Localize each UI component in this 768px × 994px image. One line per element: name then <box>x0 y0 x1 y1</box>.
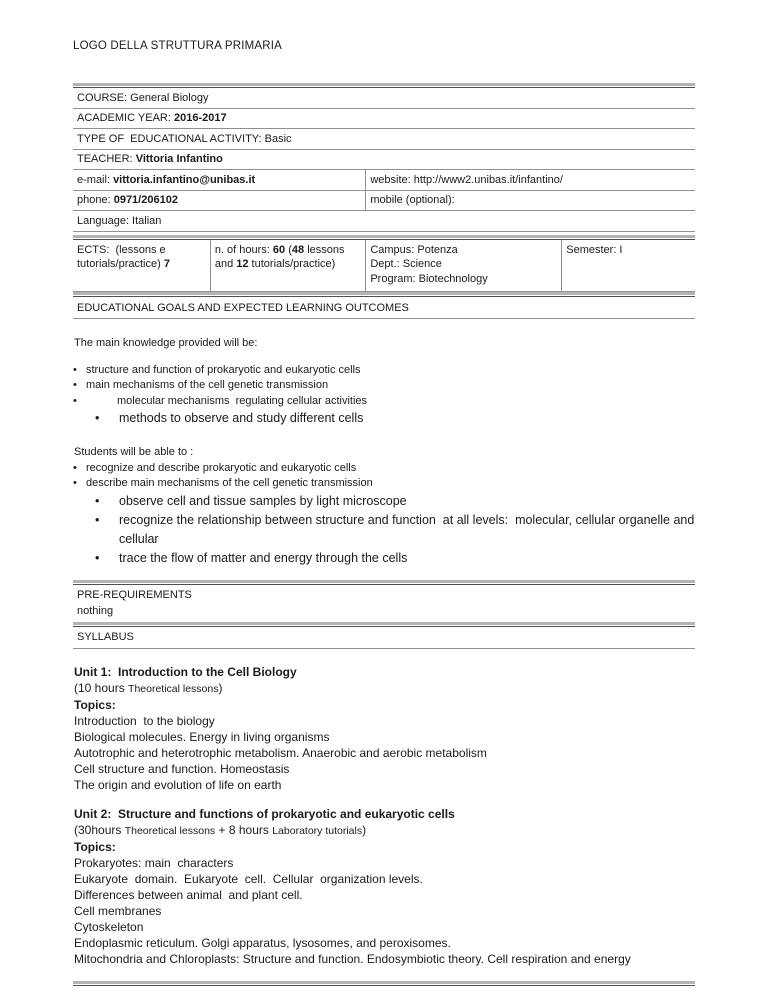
bullet-text <box>86 363 361 379</box>
text-run: ) <box>218 680 223 695</box>
bullet-item <box>73 363 695 379</box>
paragraph <box>73 839 695 855</box>
bullet-icon: • <box>73 363 77 376</box>
text-run: 2016-2017 <box>174 112 227 124</box>
bullet-item <box>73 461 695 477</box>
bullet-icon: • <box>73 394 77 407</box>
paragraph <box>73 713 695 729</box>
text-run: Cytoskeleton <box>74 919 144 934</box>
prereq-section-header: PRE-REQUIREMENTS <box>77 589 192 601</box>
table-row <box>73 109 695 130</box>
text-run: Dept.: Science <box>370 258 442 270</box>
spacer <box>73 352 695 363</box>
bullet-text <box>119 549 407 568</box>
bullet-icon: • <box>73 477 77 489</box>
text-run: (10 hours <box>74 680 129 695</box>
text-run: Theoretical lessons <box>124 824 216 837</box>
text-run: ACADEMIC YEAR: <box>77 112 174 124</box>
text-run: Prokaryotes: main characters <box>74 855 234 870</box>
text-run: ECTS: (lessons e tutorials/practice) <box>77 243 169 270</box>
bullet-item <box>73 492 695 511</box>
table-row <box>73 88 695 109</box>
text-run: ( <box>285 243 292 256</box>
table-row <box>73 129 695 150</box>
bullet-icon: • <box>95 512 100 527</box>
paragraph <box>73 745 695 761</box>
text-run: Semester: I <box>566 243 623 256</box>
text-run: Unit 1: Introduction to the Cell Biology <box>74 664 297 679</box>
text-run: 7 <box>163 258 170 270</box>
bullet-icon: • <box>73 461 77 474</box>
paragraph <box>73 729 695 745</box>
text-run: Theoretical lessons <box>128 682 219 695</box>
bullet-icon: • <box>95 411 100 425</box>
text-run: 48 <box>291 243 305 256</box>
table-cell <box>365 240 561 292</box>
table-cell <box>73 150 695 170</box>
text-run: main mechanisms of the cell genetic transmission <box>86 379 329 391</box>
prereq-value: nothing <box>77 605 114 617</box>
text-run: ) <box>362 822 367 837</box>
ects-table <box>73 240 695 293</box>
table-cell <box>73 170 365 190</box>
text-run: describe main mechanisms of the cell genetic transmission <box>86 477 373 489</box>
paragraph <box>73 445 695 461</box>
syllabus-section-header: SYLLABUS <box>73 627 695 649</box>
paragraph <box>73 336 695 352</box>
paragraph <box>73 871 695 887</box>
text-run: website: http://www2.unibas.it/infantino/ <box>370 173 563 186</box>
logo-text: LOGO DELLA STRUTTURA PRIMARIA <box>73 40 283 52</box>
text-run: The main knowledge provided will be: <box>74 337 258 349</box>
table-cell <box>73 109 695 129</box>
text-run: n. of hours: <box>214 243 273 256</box>
text-run: phone: <box>77 194 114 206</box>
text-run: methods to observe and study different cells <box>119 411 364 425</box>
text-run: Introduction to the biology <box>74 713 215 728</box>
page-bottom-border <box>73 981 695 986</box>
bullet-text <box>86 394 367 410</box>
goals-body <box>73 319 698 580</box>
text-run: (30hours <box>74 822 125 837</box>
text-run: Unit 2: Structure and functions of prokaryotic and eukaryotic cells <box>74 806 455 821</box>
bullet-text <box>86 378 328 394</box>
text-run: structure and function of prokaryotic and eukaryotic cells <box>86 363 361 376</box>
table-row <box>73 240 695 293</box>
spacer <box>73 793 695 806</box>
text-run: e-mail: <box>77 173 114 186</box>
text-run: mobile (optional): <box>370 194 455 206</box>
text-run: recognize the relationship between structure and function at all levels: molecular, cellular organelle and cellular <box>119 512 698 546</box>
table-row <box>73 211 695 232</box>
table-cell <box>210 240 366 292</box>
bullet-item <box>73 394 695 410</box>
text-run: Topics: <box>74 697 116 712</box>
paragraph <box>73 664 695 680</box>
text-run: observe cell and tissue samples by light microscope <box>119 493 407 508</box>
text-run: Differences between animal and plant cell. <box>74 887 303 902</box>
spacer <box>73 428 695 445</box>
bullet-icon: • <box>95 493 100 508</box>
bullet-item <box>73 549 695 568</box>
text-run: COURSE: General Biology <box>77 91 209 104</box>
bullet-text <box>119 492 407 511</box>
page-content <box>73 0 698 967</box>
bullet-icon: • <box>73 379 77 391</box>
text-run: tutorials/practice) <box>248 258 336 270</box>
bullet-icon: • <box>95 550 100 565</box>
syllabus-body <box>73 649 695 967</box>
text-run: Language: Italian <box>77 214 162 227</box>
table-cell <box>365 170 695 190</box>
table-cell <box>73 211 695 231</box>
paragraph <box>73 919 695 935</box>
text-run: 12 <box>236 258 249 270</box>
goals-section-header: EDUCATIONAL GOALS AND EXPECTED LEARNING OUTCOMES <box>73 297 695 319</box>
text-run: Cell membranes <box>74 903 162 918</box>
text-run: Eukaryote domain. Eukaryote cell. Cellular organization levels. <box>74 871 423 886</box>
paragraph <box>73 855 695 871</box>
text-run: Biological molecules. Energy in living organisms <box>74 729 330 744</box>
text-run: The origin and evolution of life on earth <box>74 777 282 792</box>
paragraph <box>73 806 695 822</box>
table-cell <box>73 129 695 149</box>
bullet-item <box>73 409 695 428</box>
paragraph <box>73 935 695 951</box>
spacer <box>73 568 695 580</box>
table-row <box>73 170 695 191</box>
table-cell <box>73 191 365 211</box>
text-run: Program: Biotechnology <box>370 272 488 285</box>
text-run: TYPE OF EDUCATIONAL ACTIVITY: Basic <box>77 132 292 145</box>
paragraph <box>73 887 695 903</box>
table-cell <box>73 88 695 108</box>
text-run: Campus: Potenza <box>370 243 458 256</box>
text-run: vittoria.infantino@unibas.it <box>113 173 256 186</box>
paragraph <box>73 697 695 713</box>
text-run: Cell structure and function. Homeostasis <box>74 761 290 776</box>
paragraph <box>73 903 695 919</box>
bullet-item <box>73 511 698 549</box>
paragraph <box>73 761 695 777</box>
table-row <box>73 150 695 171</box>
paragraph <box>73 951 695 967</box>
text-run: recognize and describe prokaryotic and eukaryotic cells <box>86 461 357 474</box>
bullet-item <box>73 476 695 492</box>
bullet-text <box>86 461 356 477</box>
text-run: Mitochondria and Chloroplasts: Structure and function. Endosymbiotic theory. Cell respiration and energy <box>74 951 631 966</box>
bullet-item <box>73 378 695 394</box>
text-run: 0971/206102 <box>113 194 178 206</box>
table-cell <box>561 240 695 292</box>
text-run: molecular mechanisms regulating cellular activities <box>117 394 368 407</box>
paragraph <box>73 680 695 697</box>
paragraph <box>73 822 695 839</box>
table-cell <box>73 240 210 292</box>
paragraph <box>73 777 695 793</box>
text-run: Autotrophic and heterotrophic metabolism. Anaerobic and aerobic metabolism <box>74 745 487 760</box>
text-run: Laboratory tutorials <box>272 824 363 837</box>
bullet-text <box>119 409 363 428</box>
spacer <box>73 319 695 336</box>
table-row <box>73 191 695 212</box>
text-run: + 8 hours <box>215 822 273 837</box>
table-cell <box>365 191 695 211</box>
bullet-text <box>86 476 373 492</box>
text-run: TEACHER: <box>77 153 136 165</box>
text-run: Topics: <box>74 839 116 854</box>
text-run: 60 <box>272 243 286 256</box>
text-run: Vittoria Infantino <box>135 153 223 165</box>
course-info-table <box>73 88 695 232</box>
text-run: Endoplasmic reticulum. Golgi apparatus, lysosomes, and peroxisomes. <box>74 935 451 950</box>
spacer <box>73 649 695 664</box>
text-run: lessons and <box>214 243 348 270</box>
bullet-text <box>119 511 698 549</box>
text-run: trace the flow of matter and energy through the cells <box>119 550 408 565</box>
text-run: Students will be able to : <box>74 446 194 458</box>
